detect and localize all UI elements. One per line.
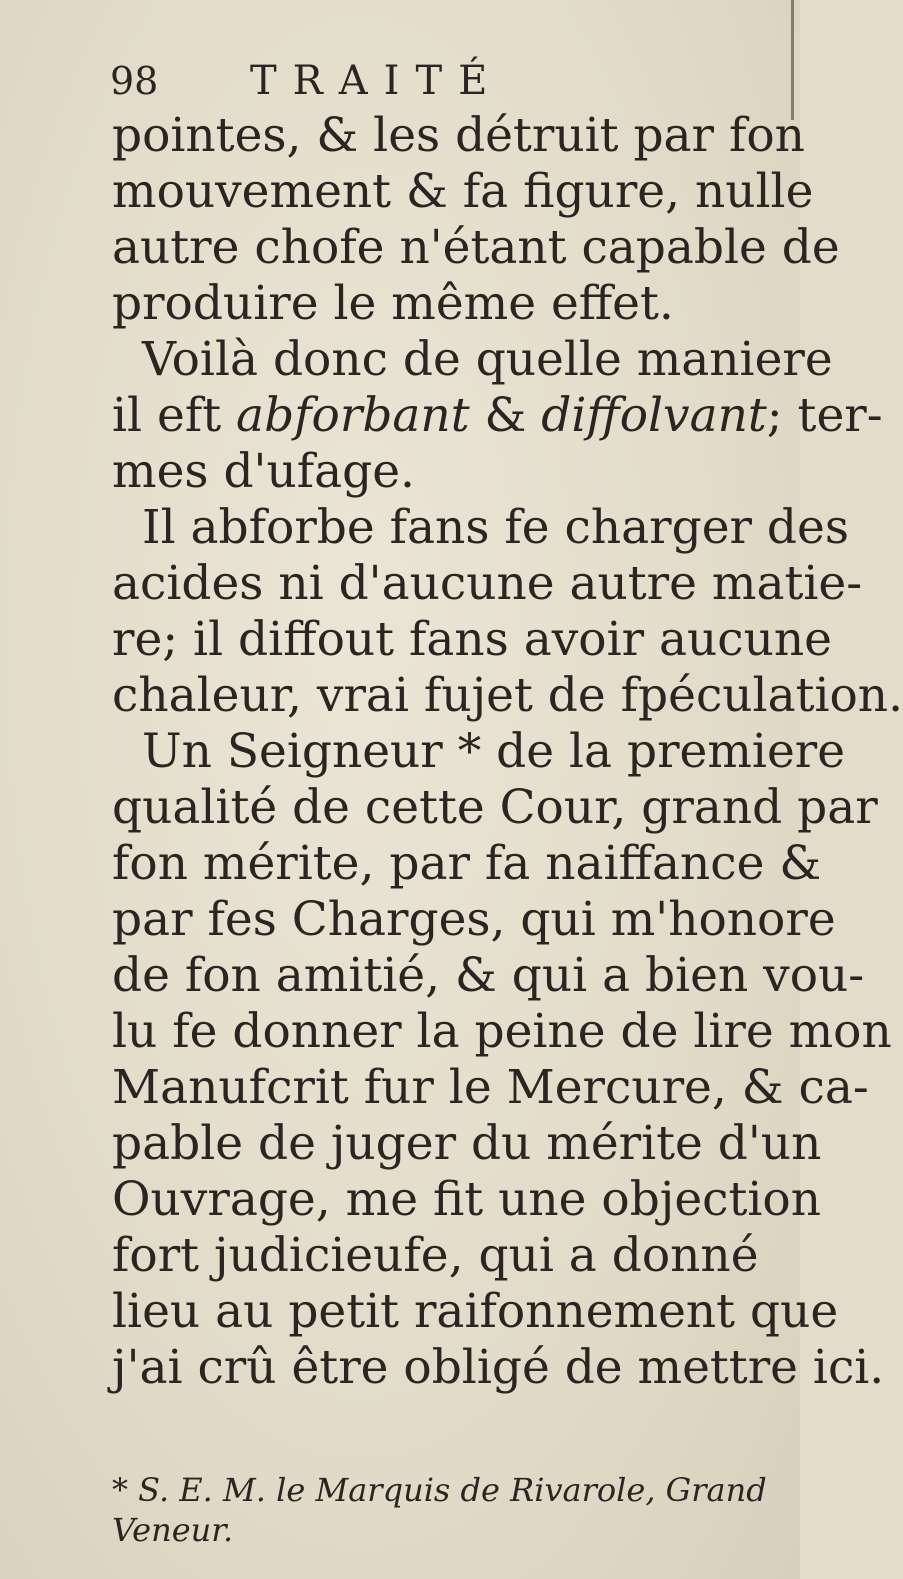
footnote-line: Veneur. xyxy=(112,1511,234,1549)
footnote-line: * S. E. M. le Marquis de Rivarole, Grand xyxy=(112,1471,767,1509)
running-title: TRAITÉ xyxy=(250,58,504,104)
text-line: Un Seigneur * de la premiere xyxy=(142,724,846,779)
text-line xyxy=(112,388,883,444)
text-line: par fes Charges, qui m'honore xyxy=(112,892,836,947)
text-line: qualité de cette Cour, grand par xyxy=(112,780,878,835)
text-line: pointes, & les détruit par fon xyxy=(112,108,805,163)
text-segment: il eft xyxy=(112,388,237,443)
text-line: mouvement & fa figure, nulle xyxy=(112,164,814,219)
text-segment: ; ter- xyxy=(766,388,883,443)
text-line: Ouvrage, me fit une objection xyxy=(112,1172,821,1227)
page-number: 98 xyxy=(110,59,159,103)
text-line: Voilà donc de quelle maniere xyxy=(142,332,833,387)
text-segment: & xyxy=(469,388,542,443)
italic-term: diffolvant xyxy=(541,388,767,443)
text-line: autre chofe n'étant capable de xyxy=(112,220,840,275)
italic-term: abforbant xyxy=(236,388,470,443)
text-line: mes d'ufage. xyxy=(112,444,415,499)
text-line: lu fe donner la peine de lire mon xyxy=(112,1004,892,1059)
footnote xyxy=(112,1470,772,1550)
text-line: re; il diffout fans avoir aucune xyxy=(112,612,832,667)
text-line: de fon amitié, & qui a bien vou- xyxy=(112,948,865,1003)
text-line: acides ni d'aucune autre matie- xyxy=(112,556,863,611)
text-line: chaleur, vrai fujet de fpéculation. xyxy=(112,668,903,723)
text-line: pable de juger du mérite d'un xyxy=(112,1116,822,1171)
page-edge-shadow xyxy=(791,0,794,120)
body-text xyxy=(112,108,903,1396)
text-line: fon mérite, par fa naiffance & xyxy=(112,836,822,891)
text-line: produire le même effet. xyxy=(112,276,674,331)
text-line: j'ai crû être obligé de mettre ici. xyxy=(112,1340,885,1395)
text-line: Il abforbe fans fe charger des xyxy=(142,500,849,555)
text-line: fort judicieufe, qui a donné xyxy=(112,1228,759,1283)
text-line: lieu au petit raifonnement que xyxy=(112,1284,839,1339)
text-line: Manufcrit fur le Mercure, & ca- xyxy=(112,1060,869,1115)
